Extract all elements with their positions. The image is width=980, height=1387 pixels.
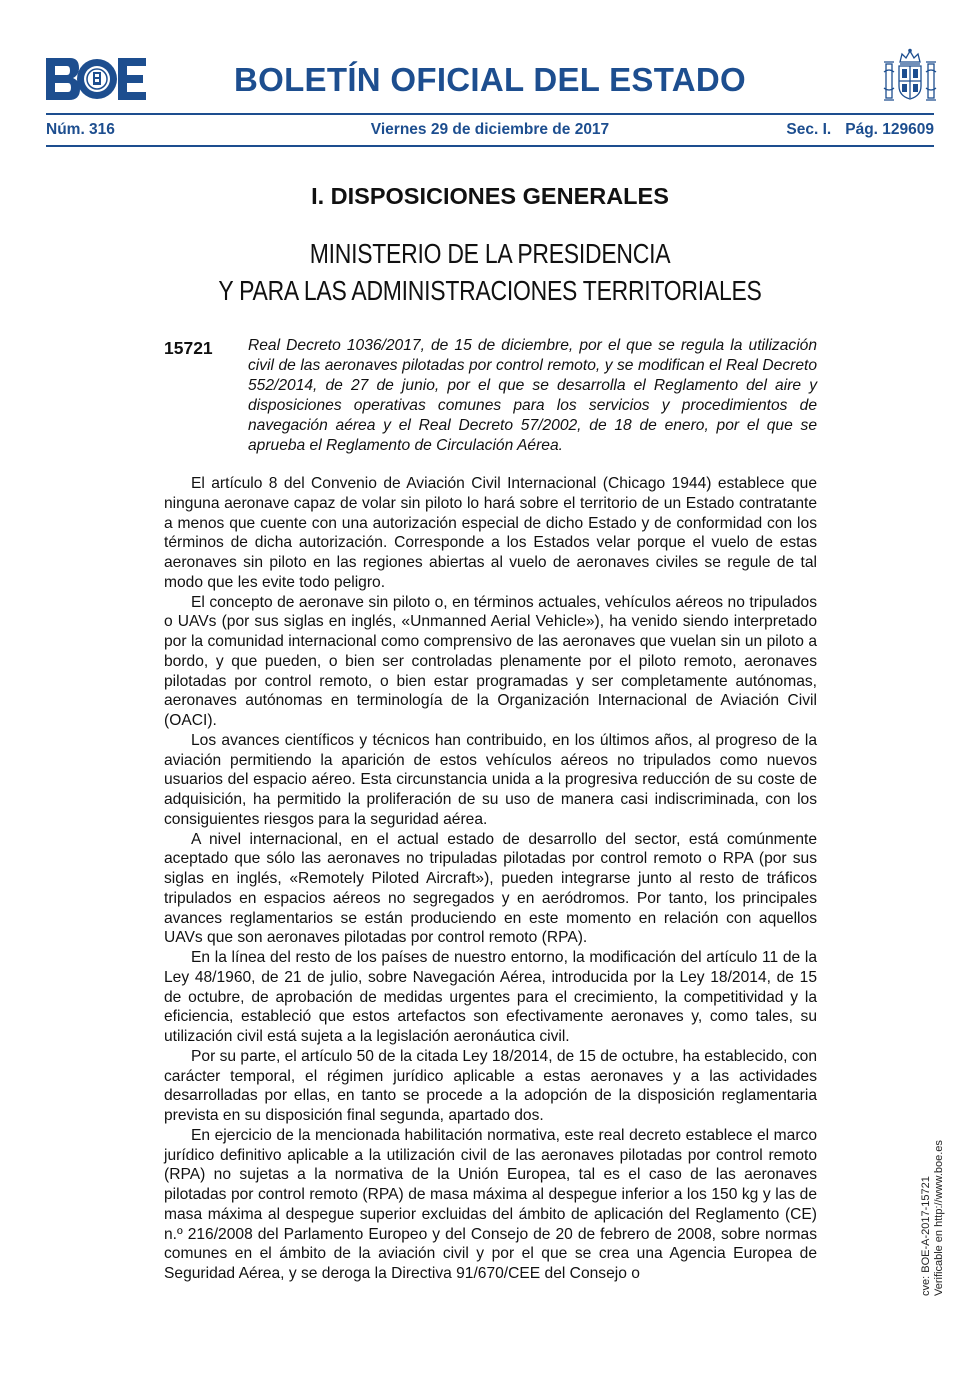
section-label: Sec. I. (786, 121, 832, 138)
ministry-line-2: Y PARA LAS ADMINISTRACIONES TERRITORIALES (218, 275, 762, 306)
paragraph: En ejercicio de la mencionada habilitación normativa, este real decreto establece el marco jurídico definitivo aplicable a la utilización civil de las aeronaves pilotadas por control remoto (RPA) no sujetas a la normativa de la Unión Europea, tal es el caso de las aeronaves pilotadas por control remoto (RPA) de masa máxima al despegue inferior a los 150 kg y las de masa máxima al despegue superior excluidas del ámbito de aplicación del Reglamento (CE) n.º 216/2008 del Parlamento Europeo y del Consejo de 20 de febrero de 2008, sobre normas comunes en el ámbito de la aviación civil y por el que se crea una Agencia Europea de Seguridad Aérea, y se deroga la Directiva 91/670/CEE del Consejo o (164, 1126, 817, 1282)
issue-date: Viernes 29 de diciembre de 2017 (370, 121, 610, 138)
gazette-title: BOLETÍN OFICIAL DEL ESTADO (234, 61, 746, 98)
verification-sidebar (920, 996, 946, 1296)
document-number: 15721 (164, 338, 213, 358)
paragraph: En la línea del resto de los países de nuestro entorno, la modificación del artículo 11 de la Ley 48/1960, de 21 de julio, sobre Navegación Aérea, introducida por la Ley 18/2014, de 15 de octubre, de aprobación de medidas urgentes para el crecimiento, la competitividad y la eficiencia, estableció que estos artefactos son efectivamente aeronaves y, como tales, su utilización civil está sujeta a la legislación aeronáutica civil. (164, 949, 817, 1045)
issue-number: Núm. 316 (46, 121, 115, 138)
paragraph: A nivel internacional, en el actual estado de desarrollo del sector, está comúnmente aceptado que sólo las aeronaves no tripuladas pilotadas por control remoto o RPA (por sus siglas en inglés, «Remotely Piloted Aircraft»), pueden integrarse junto al resto de tráficos tripulados en espacios aéreos no segregados y en aeródromos. Por tanto, los principales avances reglamentarios se están produciendo en este momento en relación con aquellos UAVs que son aeronaves pilotadas por control remoto (RPA). (164, 830, 817, 947)
ministry-line-1: MINISTERIO DE LA PRESIDENCIA (309, 238, 671, 269)
page-number: Pág. 129609 (845, 121, 934, 138)
section-title: I. DISPOSICIONES GENERALES (311, 183, 669, 209)
coat-of-arms-icon (882, 48, 938, 106)
header-divider (46, 113, 934, 115)
paragraph: Los avances científicos y técnicos han contribuido, en los últimos años, al progreso de la aviación permitiendo la aparición de estos vehículos aéreos no tripulados como nuevos usuarios del espacio aéreo. Esta circunstancia unida a la progresiva reducción de su coste de adquisición, ha permitido la proliferación de su uso de manera casi indiscriminada, con los consiguientes riesgos para la seguridad aérea. (164, 731, 817, 828)
cve-code: cve: BOE-A-2017-15721 (920, 1176, 932, 1296)
paragraph: El artículo 8 del Convenio de Aviación Civil Internacional (Chicago 1944) establece que ninguna aeronave capaz de volar sin piloto lo hará sobre el territorio de un Estado contratante a menos que cuente con una autorización especial de dicho Estado y de conformidad con los términos de dicha autorización. Corresponde a los Estados velar porque el vuelo de estas aeronaves sin piloto en las regiones abiertas al vuelo de aeronaves civiles se regule de tal modo que les evite todo peligro. (164, 475, 817, 591)
paragraph: El concepto de aeronave sin piloto o, en términos actuales, vehículos aéreos no tripulados o UAVs (por sus siglas en inglés, «Unmanned Aerial Vehicle»), ha venido siendo interpretado por la comunidad internacional como comprensivo de las aeronaves que vuelan sin un piloto a bordo, y que pueden, o bien ser controladas plenamente por el piloto remoto, aeronaves pilotadas por control remoto, o bien estar programadas y ser completamente autónomas, aeronaves autónomas en terminología de la Organización Internacional de Aviación Civil (OACI). (164, 593, 817, 729)
verification-link[interactable]: Verificable en http://www.boe.es (933, 1140, 945, 1296)
document-title: Real Decreto 1036/2017, de 15 de diciembre, por el que se regula la utilización civil de las aeronaves pilotadas por control remoto, y se modifican el Real Decreto 552/2014, de 27 de junio, por el que se desarrolla el Reglamento del aire y disposiciones operativas comunes para los servicios y procedimientos de navegación aérea y el Real Decreto 57/2002, de 18 de enero, por el que se aprueba el Reglamento de Circulación Aérea. (248, 337, 817, 455)
section-page (786, 121, 934, 139)
document-body (164, 474, 817, 1284)
paragraph: Por su parte, el artículo 50 de la citada Ley 18/2014, de 15 de octubre, ha establecido, con carácter temporal, el régimen jurídico aplicable a estas aeronaves y a las actividades desarrolladas por ellas, en tanto se procede a la adopción de la disposición reglamentaria prevista en su disposición final segunda, apartado dos. (164, 1047, 817, 1124)
header-divider-bottom (46, 145, 934, 147)
